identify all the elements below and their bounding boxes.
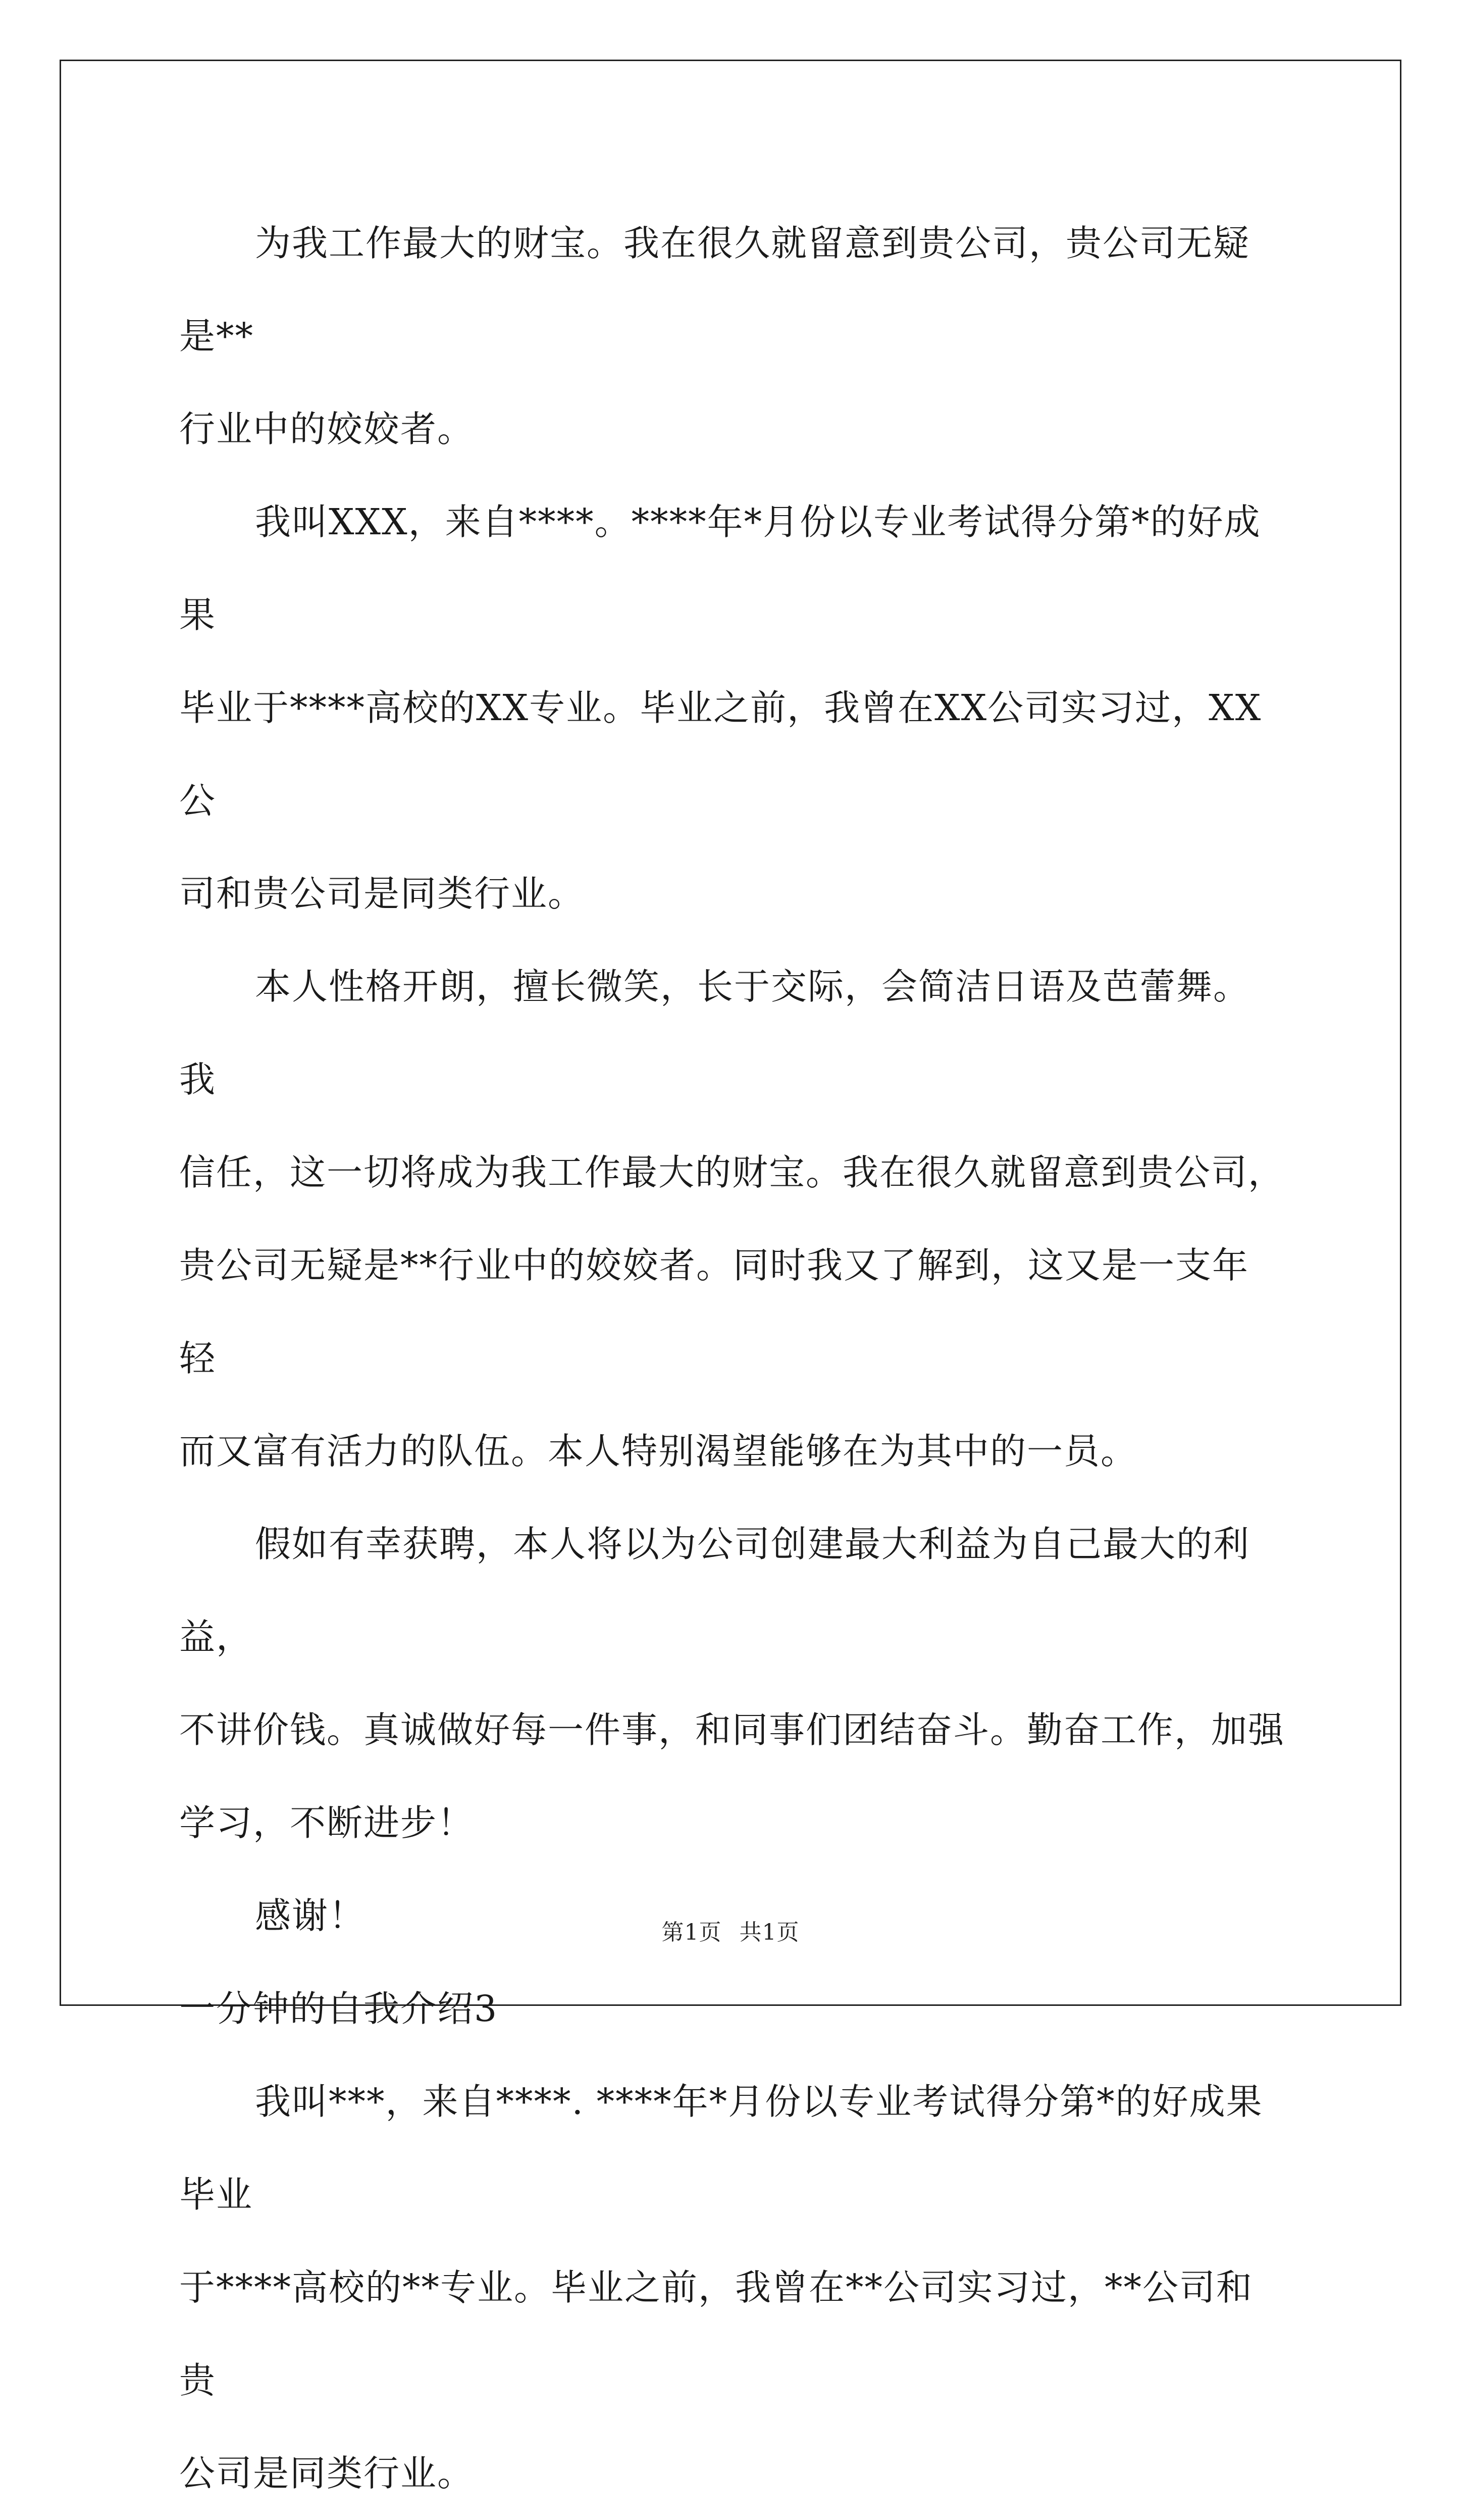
line: 感谢！ bbox=[255, 1895, 366, 1937]
line: 为我工作最大的财宝。我在很久就留意到贵公司，贵公司无疑是** bbox=[179, 222, 1250, 357]
paragraph-1 bbox=[179, 197, 1285, 476]
line: 信任，这一切将成为我工作最大的财宝。我在很久就留意到贵公司， bbox=[179, 1151, 1285, 1193]
line: 行业中的姣姣者。 bbox=[179, 408, 475, 450]
line: 我叫XXX，来自****。****年*月份以专业考试得分第*的好成果 bbox=[179, 501, 1261, 636]
page-number: 第1页 bbox=[661, 1920, 722, 1945]
line: 学习，不断进步！ bbox=[179, 1802, 475, 1844]
section-heading bbox=[179, 1962, 1285, 2055]
line: 本人性格开朗，擅长微笑，长于交际，会简洁日语及芭蕾舞。我 bbox=[179, 966, 1250, 1100]
paragraph-6 bbox=[179, 2055, 1285, 2520]
line: 贵公司无疑是**行业中的姣姣者。同时我又了解到，这又是一支年轻 bbox=[179, 1244, 1249, 1379]
paragraph-2 bbox=[179, 476, 1285, 940]
paragraph-3 bbox=[179, 940, 1285, 1498]
line: 假如有幸获聘，本人将以为公司创建最大利益为自己最大的利益， bbox=[179, 1523, 1250, 1658]
line: 不讲价钱。真诚做好每一件事，和同事们团结奋斗。勤奋工作，加强 bbox=[179, 1709, 1285, 1751]
line: 一分钟的自我介绍3 bbox=[179, 1988, 498, 2030]
document-body bbox=[179, 197, 1285, 2520]
paragraph-4 bbox=[179, 1498, 1285, 1870]
line: 司和贵公司是同类行业。 bbox=[179, 873, 585, 915]
line: 而又富有活力的队伍。本人特别渴望能够在为其中的一员。 bbox=[179, 1430, 1138, 1472]
page-footer bbox=[0, 1914, 1461, 1946]
line: 公司是同类行业。 bbox=[179, 2452, 475, 2494]
line: 我叫***，来自****. ****年*月份以专业考试得分第*的好成果毕业 bbox=[179, 2081, 1263, 2215]
line: 于****高校的**专业。毕业之前，我曾在**公司实习过，**公司和贵 bbox=[179, 2266, 1254, 2401]
page-total: 共1页 bbox=[739, 1920, 800, 1945]
line: 毕业于****高校的XX专业。毕业之前，我曾在XX公司实习过，XX公 bbox=[179, 687, 1262, 822]
